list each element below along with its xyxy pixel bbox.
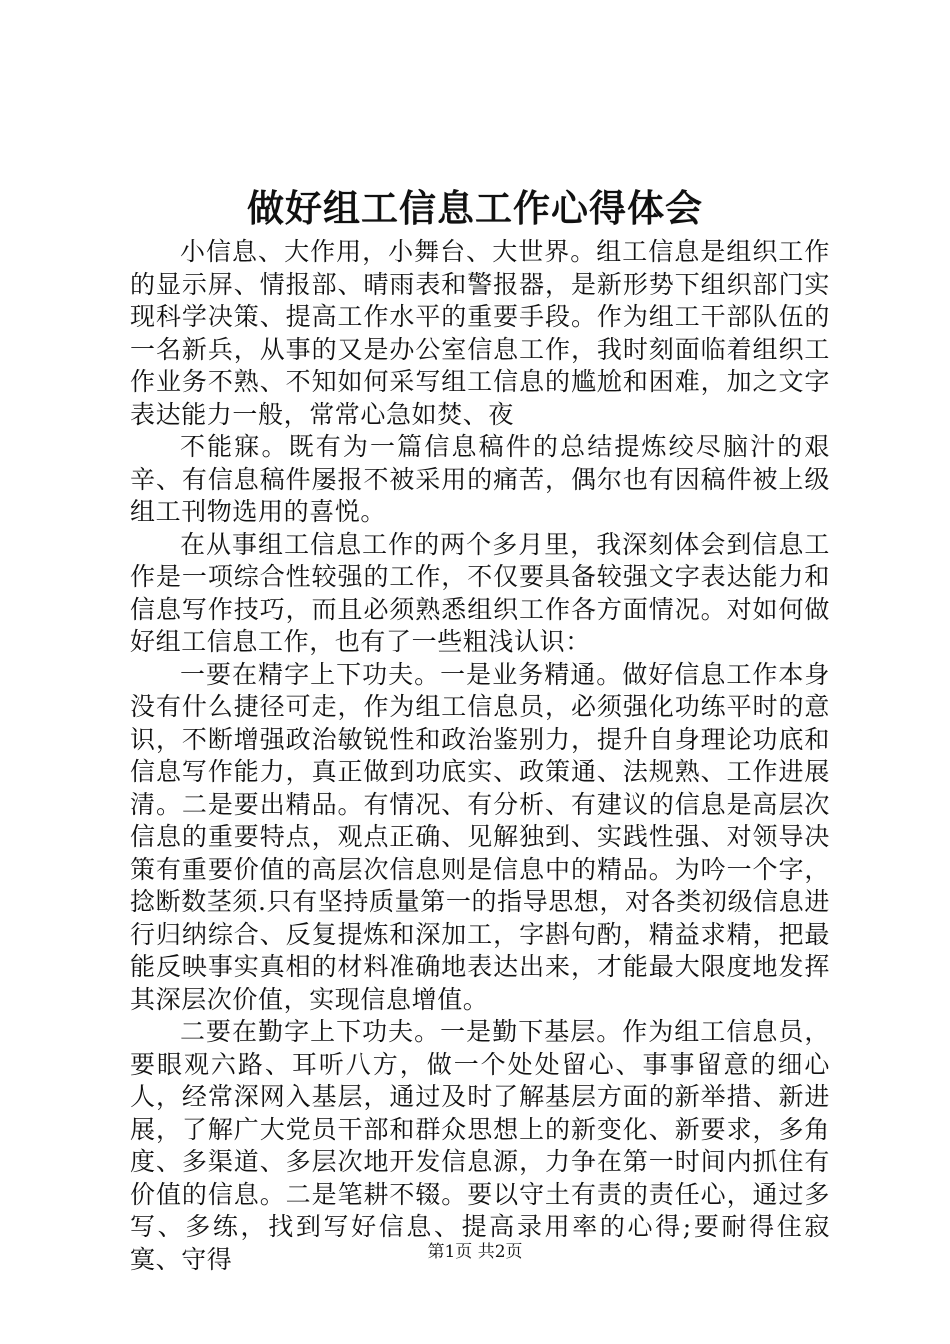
paragraph: 在从事组工信息工作的两个多月里，我深刻体会到信息工作是一项综合性较强的工作，不仅要具备较强文字表达能力和信息写作技巧，而且必须熟悉组织工作各方面情况。对如何做好组工信息工作，也有了一些粗浅认识： — [130, 529, 830, 656]
page-number-label: 第1页 共2页 — [427, 1242, 523, 1262]
paragraph: 小信息、大作用，小舞台、大世界。组工信息是组织工作的显示屏、情报部、晴雨表和警报器，是新形势下组织部门实现科学决策、提高工作水平的重要手段。作为组工干部队伍的一名新兵，从事的又是办公室信息工作，我时刻面临着组织工作业务不熟、不知如何采写组工信息的尴尬和困难，加之文字表达能力一般，常常心急如焚、夜 — [130, 237, 830, 429]
document-title: 做好组工信息工作心得体会 — [247, 187, 703, 230]
paragraph: 一要在精字上下功夫。一是业务精通。做好信息工作本身没有什么捷径可走，作为组工信息员，必须强化功练平时的意识，不断增强政治敏锐性和政治鉴别力，提升自身理论功底和信息写作能力，真正做到功底实、政策通、法规熟、工作进展清。二是要出精品。有情况、有分析、有建议的信息是高层次信息的重要特点，观点正确、见解独到、实践性强、对领导决策有重要价值的高层次信息则是信息中的精品。为吟一个字，捻断数茎须.只有坚持质量第一的指导思想，对各类初级信息进行归纳综合、反复提炼和深加工，字斟句酌，精益求精，把最能反映事实真相的材料准确地表达出来，才能最大限度地发挥其深层次价值，实现信息增值。 — [130, 659, 830, 1014]
document-body — [130, 236, 830, 1276]
page-footer — [0, 1240, 950, 1264]
paragraph: 不能寐。既有为一篇信息稿件的总结提炼绞尽脑汁的艰辛、有信息稿件屡报不被采用的痛苦，偶尔也有因稿件被上级组工刊物选用的喜悦。 — [130, 432, 830, 526]
paragraph: 二要在勤字上下功夫。一是勤下基层。作为组工信息员，要眼观六路、耳听八方，做一个处处留心、事事留意的细心人，经常深网入基层，通过及时了解基层方面的新举措、新进展，了解广大党员干部和群众思想上的新变化、新要求，多角度、多渠道、多层次地开发信息源，力争在第一时间内抓住有价值的信息。二是笔耕不辍。要以守土有责的责任心，通过多写、多练，找到写好信息、提高录用率的心得;要耐得住寂寞、守得 — [130, 1017, 830, 1274]
